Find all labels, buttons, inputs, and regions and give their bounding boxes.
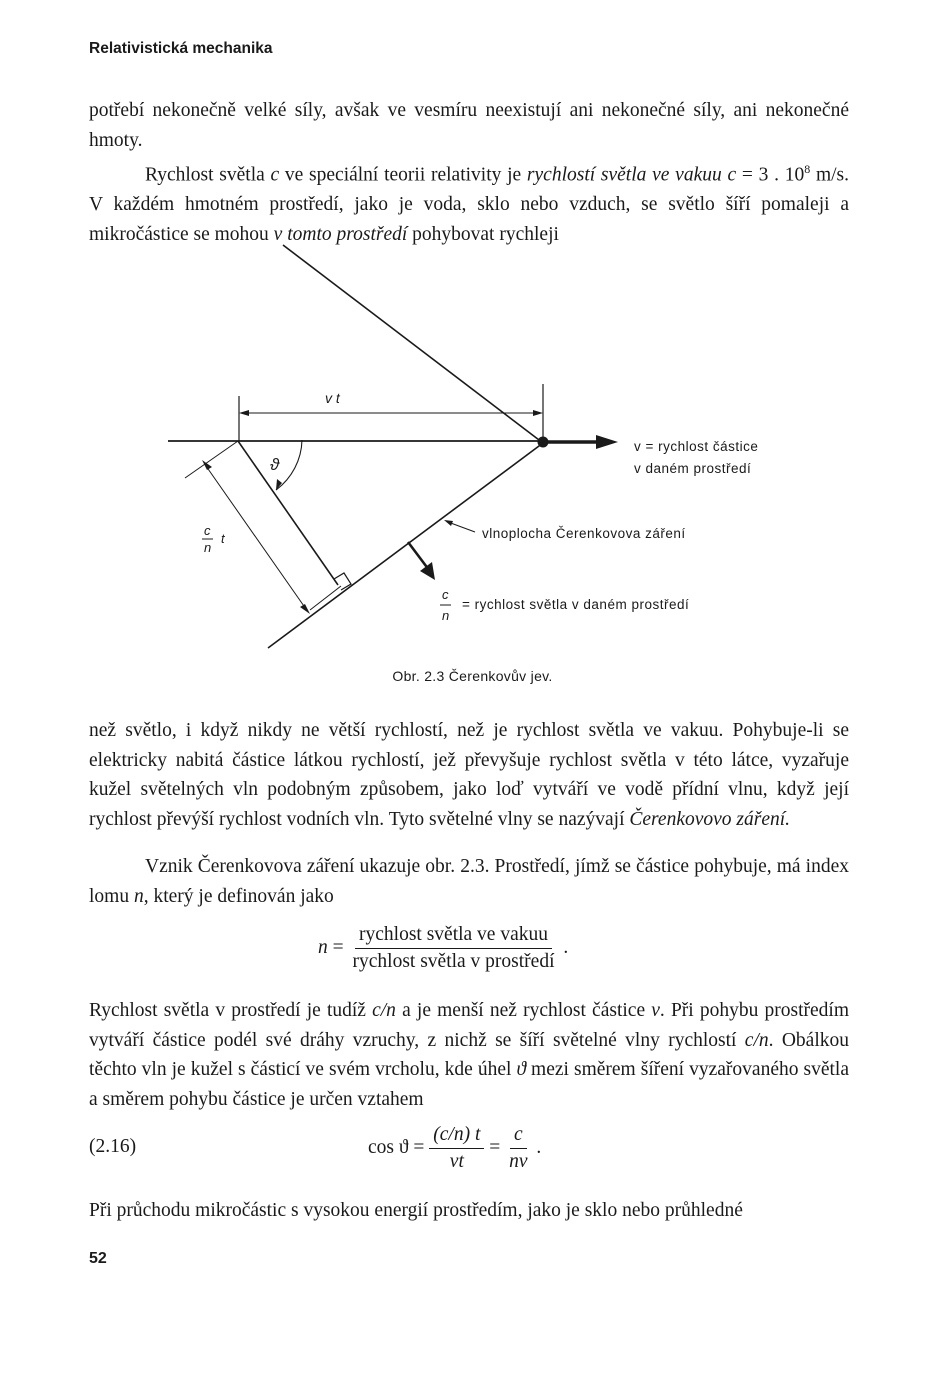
vt-label: v t [325, 390, 340, 406]
wavefront-pointer [448, 522, 475, 532]
equation-number: (2.16) [89, 1136, 137, 1157]
label-light-speed: = rychlost světla v daném prostředí [462, 597, 690, 612]
formula-cos-theta: cos ϑ = $\frac{(c/n) t}{vt}$ = $\frac{c}{nv}$ . [368, 1124, 542, 1172]
paragraph-4: Vznik Čerenkovova záření ukazuje obr. 2.3. Prostředí, jímž se částice pohybuje, má index lomu n, který je definován jako [89, 856, 849, 907]
velocity-arrowhead [596, 435, 618, 449]
wavefront-line [268, 443, 543, 648]
paragraph-1: potřebí nekonečně velké síly, avšak ve vesmíru neexistují ani nekonečné síly, ani nekonečné hmoty. [89, 100, 849, 151]
cn-label-c: c [204, 523, 211, 538]
cn-label-t: t [221, 531, 225, 546]
paragraph-5: Rychlost světla v prostředí je tudíž c/n a je menší než rychlost částice v. Při pohybu prostředím vytváří částice podél své dráhy vzruchy, z nichž se šíří světelné vlny rychlostí c/n. Obálkou těchto vln je kužel s částicí ve svém vrcholu, kde úhel ϑ mezi směrem šíření vyzařovaného světla a směrem pohybu částice je určen vztahem [89, 1000, 850, 1110]
emission-ray [238, 441, 338, 585]
label-velocity-line1: v = rychlost částice [634, 439, 759, 454]
label-light-c: c [442, 587, 449, 602]
cherenkov-diagram [150, 240, 850, 670]
page-number: 52 [89, 1250, 107, 1267]
cn-label-n: n [204, 540, 212, 555]
paragraph-2: Rychlost světla c ve speciální teorii relativity je rychlostí světla ve vakuu c = 3 . $10^8$ m/s. V každém hmotném prostředí, jako je voda, sklo nebo vzduch, se světlo šíří pomaleji a mikročástice se mohou v tomto prostředí pohybovat rychleji [89, 162, 850, 245]
figure-caption: Obr. 2.3 Čerenkovův jev. [392, 668, 553, 684]
cn-extension-1 [185, 441, 238, 478]
paragraph-6: Při průchodu mikročástic s vysokou energií prostředím, jako je sklo nebo průhledné [89, 1200, 743, 1221]
running-header: Relativistická mechanika [89, 40, 273, 57]
theta-label: ϑ [270, 455, 280, 474]
formula-refractive-index: n = $\frac{\text{rychlost světla ve vakuu}}{\text{rychlost světla v prostředí}}$ . [318, 924, 569, 972]
label-velocity-line2: v daném prostředí [634, 461, 752, 476]
label-light-n: n [442, 608, 450, 623]
wave-propagation-arrow [408, 542, 429, 570]
paragraph-3: než světlo, i když nikdy ne větší rychlostí, než je rychlost světla ve vakuu. Pohybuje-li se elektricky nabitá částice látkou rychlostí, jež převyšuje rychlost světla v této látce, vyzařuje kužel světelných vln podobným způsobem, jako loď vytváří ve vodě přídní vlnu, když její rychlost převýší rychlost vodních vln. Tyto světelné vlny se nazývají Čerenkovovo záření. [89, 720, 849, 830]
label-wavefront: vlnoplocha Čerenkovova záření [482, 526, 686, 541]
